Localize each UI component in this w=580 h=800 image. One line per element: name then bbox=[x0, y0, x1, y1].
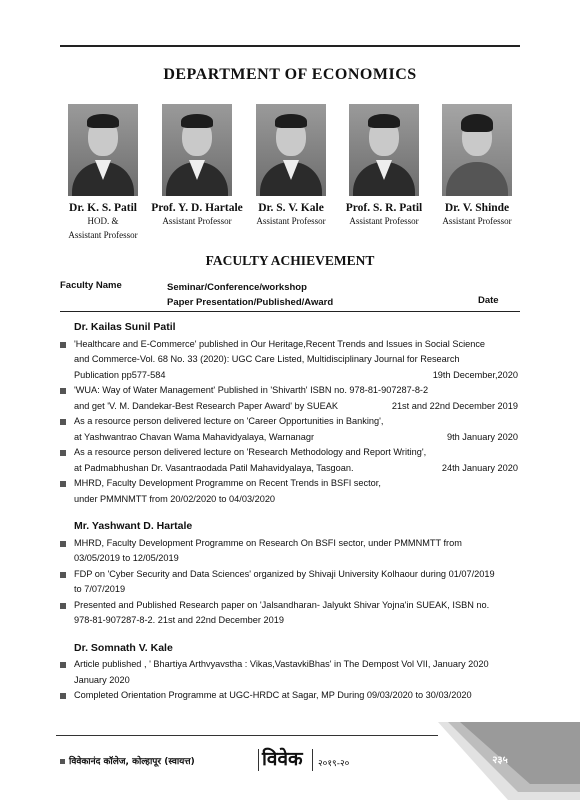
item-text: FDP on 'Cyber Security and Data Sciences' organized by Shivaji University Kolhaour during 01/07/2019 bbox=[74, 568, 495, 579]
item-line bbox=[74, 567, 518, 583]
achievement-title: FACULTY ACHIEVEMENT bbox=[205, 253, 375, 268]
item-text: Article published , ' Bhartiya Arthvyavstha : Vikas,VastavkiBhas' in The Dempost Vol VII, January 2020 bbox=[74, 659, 489, 669]
faculty-section bbox=[60, 320, 518, 507]
list-item bbox=[60, 567, 518, 598]
top-rule bbox=[60, 45, 520, 47]
list-item bbox=[60, 445, 518, 476]
item-date: 24th January 2020 bbox=[441, 462, 518, 473]
item-line bbox=[74, 476, 518, 492]
item-line bbox=[74, 414, 518, 430]
item-line bbox=[74, 673, 518, 689]
bullet-icon bbox=[60, 481, 66, 487]
item-line bbox=[74, 368, 518, 384]
faculty-photo bbox=[442, 104, 512, 196]
faculty-card bbox=[147, 104, 247, 228]
item-line bbox=[74, 337, 518, 353]
item-line bbox=[74, 383, 518, 399]
item-text: 'WUA: Way of Water Management' Published in 'Shivarth' ISBN no. 978-81-907287-8-2 bbox=[74, 385, 429, 395]
faculty-role: Assistant Professor bbox=[162, 216, 232, 226]
faculty-role: Assistant Professor bbox=[349, 216, 419, 226]
faculty-section bbox=[60, 519, 518, 629]
faculty-name: Dr. V. Shinde bbox=[444, 202, 510, 214]
item-text: 'Healthcare and E-Commerce' published in Our Heritage,Recent Trends and Issues in Social Science bbox=[74, 338, 486, 349]
item-line bbox=[74, 461, 518, 477]
item-line bbox=[74, 598, 518, 614]
column-activity-line: Seminar/Conference/workshop bbox=[167, 282, 307, 293]
faculty-name: Prof. Y. D. Hartale bbox=[151, 202, 243, 214]
item-line bbox=[74, 352, 518, 368]
item-text: Publication pp577-584 bbox=[74, 369, 166, 380]
footer-year: २०१९-२० bbox=[318, 759, 350, 769]
faculty-card bbox=[334, 104, 434, 228]
faculty-card bbox=[241, 104, 341, 228]
faculty-photo bbox=[162, 104, 232, 196]
item-text: under PMMNMTT from 20/02/2020 to 04/03/2020 bbox=[74, 493, 276, 504]
item-line bbox=[74, 430, 518, 446]
item-line bbox=[74, 688, 518, 704]
item-text: Presented and Published Research paper on 'Jalsandharan- Jalyukt Shivar Yojna'in SUEAK, ISBN no. bbox=[74, 599, 490, 610]
item-line bbox=[74, 399, 518, 415]
item-text: As a resource person delivered lecture on 'Career Opportunities in Banking', bbox=[74, 416, 384, 426]
item-text: and Commerce-Vol. 68 No. 33 (2020): UGC Care Listed, Multidisciplinary Journal for Research bbox=[74, 354, 460, 364]
item-text: MHRD, Faculty Development Programme on Research On BSFI sector, under PMMNMTT from bbox=[74, 537, 462, 548]
list-item bbox=[60, 383, 518, 414]
achievement-list bbox=[60, 320, 518, 716]
department-title: DEPARTMENT OF ECONOMICS bbox=[163, 66, 417, 83]
faculty-role: Assistant Professor bbox=[256, 216, 326, 226]
list-item bbox=[60, 476, 518, 507]
bullet-icon bbox=[60, 662, 66, 668]
bullet-icon bbox=[60, 572, 66, 578]
footer-divider bbox=[312, 749, 313, 771]
item-date: 9th January 2020 bbox=[446, 431, 518, 442]
item-line bbox=[74, 551, 518, 567]
faculty-role: Assistant Professor bbox=[68, 230, 138, 240]
faculty-name: Dr. K. S. Patil bbox=[69, 202, 137, 214]
list-item bbox=[60, 337, 518, 384]
item-text: and get 'V. M. Dandekar-Best Research Paper Award' by SUEAK bbox=[74, 400, 338, 411]
bullet-icon bbox=[60, 419, 66, 425]
faculty-photo bbox=[68, 104, 138, 196]
list-item bbox=[60, 536, 518, 567]
bullet-icon bbox=[60, 693, 66, 699]
bullet-icon bbox=[60, 541, 66, 547]
faculty-photo bbox=[256, 104, 326, 196]
footer-college bbox=[60, 754, 195, 767]
item-text: at Yashwantrao Chavan Wama Mahavidyalaya, Warnanagr bbox=[74, 431, 315, 442]
item-date: 19th December,2020 bbox=[432, 369, 518, 380]
footer-rule bbox=[56, 735, 438, 736]
column-date: Date bbox=[478, 295, 499, 306]
bullet-icon bbox=[60, 450, 66, 456]
list-item bbox=[60, 414, 518, 445]
column-faculty-name: Faculty Name bbox=[60, 280, 122, 291]
faculty-name: Prof. S. R. Patil bbox=[345, 202, 423, 214]
college-name: विवेकानंद कॉलेज, कोल्हापूर (स्वायत्त) bbox=[69, 757, 195, 767]
page-number: २३५ bbox=[492, 755, 508, 766]
item-text: MHRD, Faculty Development Programme on Recent Trends in BSFI sector, bbox=[74, 478, 381, 488]
column-activity bbox=[167, 280, 333, 310]
item-line bbox=[74, 492, 518, 508]
item-text: 978-81-907287-8-2. 21st and 22nd December 2019 bbox=[74, 615, 284, 625]
magazine-logo: विवेक bbox=[262, 748, 303, 770]
column-activity-line: Paper Presentation/Published/Award bbox=[167, 297, 334, 308]
faculty-name: Dr. S. V. Kale bbox=[258, 202, 324, 214]
item-text: 03/05/2019 to 12/05/2019 bbox=[74, 553, 179, 563]
faculty-role: Assistant Professor bbox=[442, 216, 512, 226]
list-item bbox=[60, 688, 518, 704]
item-text: January 2020 bbox=[74, 674, 130, 685]
list-item bbox=[60, 598, 518, 629]
item-text: to 7/07/2019 bbox=[74, 584, 126, 594]
item-line bbox=[74, 613, 518, 629]
item-text: Completed Orientation Programme at UGC-HRDC at Sagar, MP During 09/03/2020 to 30/03/2020 bbox=[74, 690, 472, 700]
item-line bbox=[74, 536, 518, 552]
item-date: 21st and 22nd December 2019 bbox=[391, 400, 518, 411]
section-faculty-name: Dr. Kailas Sunil Patil bbox=[74, 321, 176, 333]
faculty-card bbox=[53, 104, 153, 242]
item-line bbox=[74, 657, 518, 673]
list-item bbox=[60, 657, 518, 688]
item-line bbox=[74, 445, 518, 461]
item-text: As a resource person delivered lecture on 'Research Methodology and Report Writing', bbox=[74, 447, 427, 457]
faculty-section bbox=[60, 641, 518, 704]
item-line bbox=[74, 582, 518, 598]
bullet-icon bbox=[60, 603, 66, 609]
section-faculty-name: Dr. Somnath V. Kale bbox=[74, 641, 173, 654]
square-icon bbox=[60, 759, 65, 764]
bullet-icon bbox=[60, 388, 66, 394]
bullet-icon bbox=[60, 342, 66, 348]
faculty-photo bbox=[349, 104, 419, 196]
faculty-card bbox=[427, 104, 527, 228]
faculty-role: HOD. & bbox=[87, 216, 119, 226]
header-rule bbox=[60, 311, 520, 312]
item-text: at Padmabhushan Dr. Vasantraodada Patil Mahavidyalaya, Tasgoan. bbox=[74, 462, 354, 473]
section-faculty-name: Mr. Yashwant D. Hartale bbox=[74, 520, 193, 532]
footer-divider bbox=[258, 749, 259, 771]
